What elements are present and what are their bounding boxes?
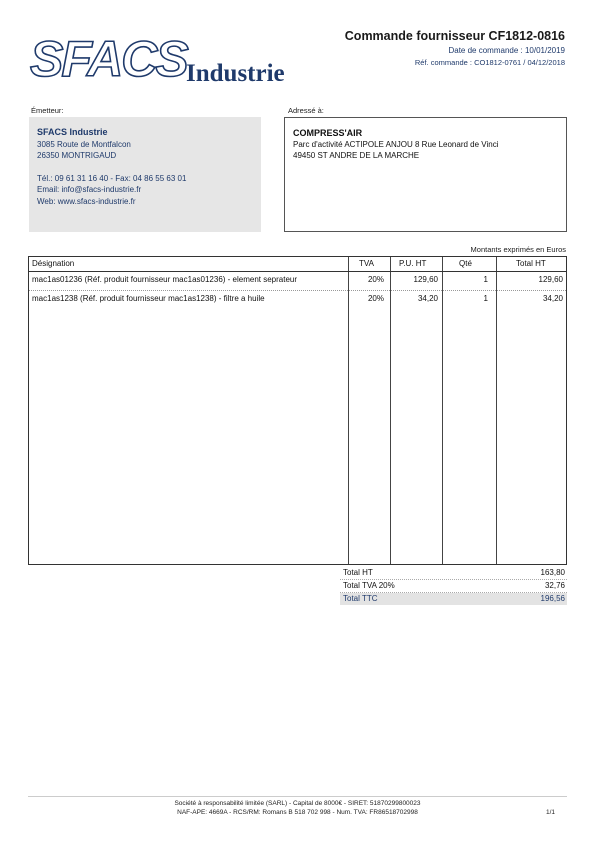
emitter-email: Email: info@sfacs-industrie.fr — [37, 185, 142, 194]
total-ht-row — [340, 567, 567, 580]
column-header-quantity: Qté — [459, 259, 472, 268]
recipient-address-line1: Parc d'activité ACTIPOLE ANJOU 8 Rue Leonard de Vinci — [293, 140, 499, 149]
document-title: Commande fournisseur CF1812-0816 — [344, 29, 565, 43]
order-lines-table — [28, 256, 567, 565]
currency-note: Montants exprimés en Euros — [470, 245, 566, 254]
column-header-total: Total HT — [516, 259, 546, 268]
footer-divider — [28, 796, 567, 797]
emitter-phone: Tél.: 09 61 31 16 40 - Fax: 04 86 55 63 01 — [37, 173, 187, 183]
recipient-label: Adressé à: — [288, 106, 324, 115]
footer-legal-line1: Société à responsabilité limitée (SARL) - Capital de 8000€ - SIRET: 51870299800023 — [174, 800, 421, 807]
total-ht-label: Total HT — [343, 568, 373, 577]
emitter-label: Émetteur: — [31, 106, 64, 115]
line-tva: 20% — [367, 294, 384, 303]
total-tva-value: 32,76 — [544, 581, 565, 590]
order-date: Date de commande : 10/01/2019 — [448, 46, 565, 55]
company-logo — [28, 32, 318, 86]
recipient-address-line2: 49450 ST ANDRE DE LA MARCHE — [293, 151, 420, 160]
line-quantity: 1 — [483, 275, 488, 284]
total-ttc-label: Total TTC — [343, 594, 378, 603]
line-total: 129,60 — [538, 275, 563, 284]
line-unit-price: 129,60 — [413, 275, 438, 284]
emitter-name: SFACS Industrie — [37, 127, 108, 137]
emitter-address-line1: 3085 Route de Montfalcon — [37, 139, 131, 149]
line-total: 34,20 — [542, 294, 563, 303]
emitter-box — [29, 117, 261, 232]
total-ttc-row — [340, 593, 567, 605]
line-quantity: 1 — [483, 294, 488, 303]
footer-legal-line2: NAF-APE: 4669A - RCS/RM: Romans B 518 702 998 - Num. TVA: FR86518702998 — [177, 809, 418, 816]
total-tva-row — [340, 580, 567, 593]
column-header-unit-price: P.U. HT — [399, 259, 427, 268]
emitter-web: Web: www.sfacs-industrie.fr — [37, 196, 136, 206]
column-header-designation: Désignation — [32, 259, 75, 268]
logo-brand: SFACS — [30, 32, 187, 86]
line-unit-price: 34,20 — [417, 294, 438, 303]
table-header-row — [29, 257, 566, 272]
table-row — [29, 272, 566, 291]
table-row — [29, 291, 566, 309]
recipient-box — [284, 117, 567, 232]
logo-suffix: Industrie — [186, 60, 285, 86]
line-tva: 20% — [367, 275, 384, 284]
line-designation: mac1as01236 (Réf. produit fournisseur mac1as01236) - element seprateur — [32, 275, 298, 284]
column-header-tva: TVA — [359, 259, 374, 268]
emitter-address-line2: 26350 MONTRIGAUD — [37, 151, 117, 160]
total-tva-label: Total TVA 20% — [343, 581, 395, 590]
order-reference: Réf. commande : CO1812-0761 / 04/12/2018 — [414, 58, 565, 67]
total-ht-value: 163,80 — [540, 568, 565, 577]
totals-block — [340, 567, 567, 605]
page-number: 1/1 — [545, 809, 555, 816]
total-ttc-value: 196,56 — [540, 594, 565, 603]
line-designation: mac1as1238 (Réf. produit fournisseur mac1as1238) - filtre a huile — [32, 294, 265, 303]
recipient-name: COMPRESS'AIR — [293, 128, 363, 138]
